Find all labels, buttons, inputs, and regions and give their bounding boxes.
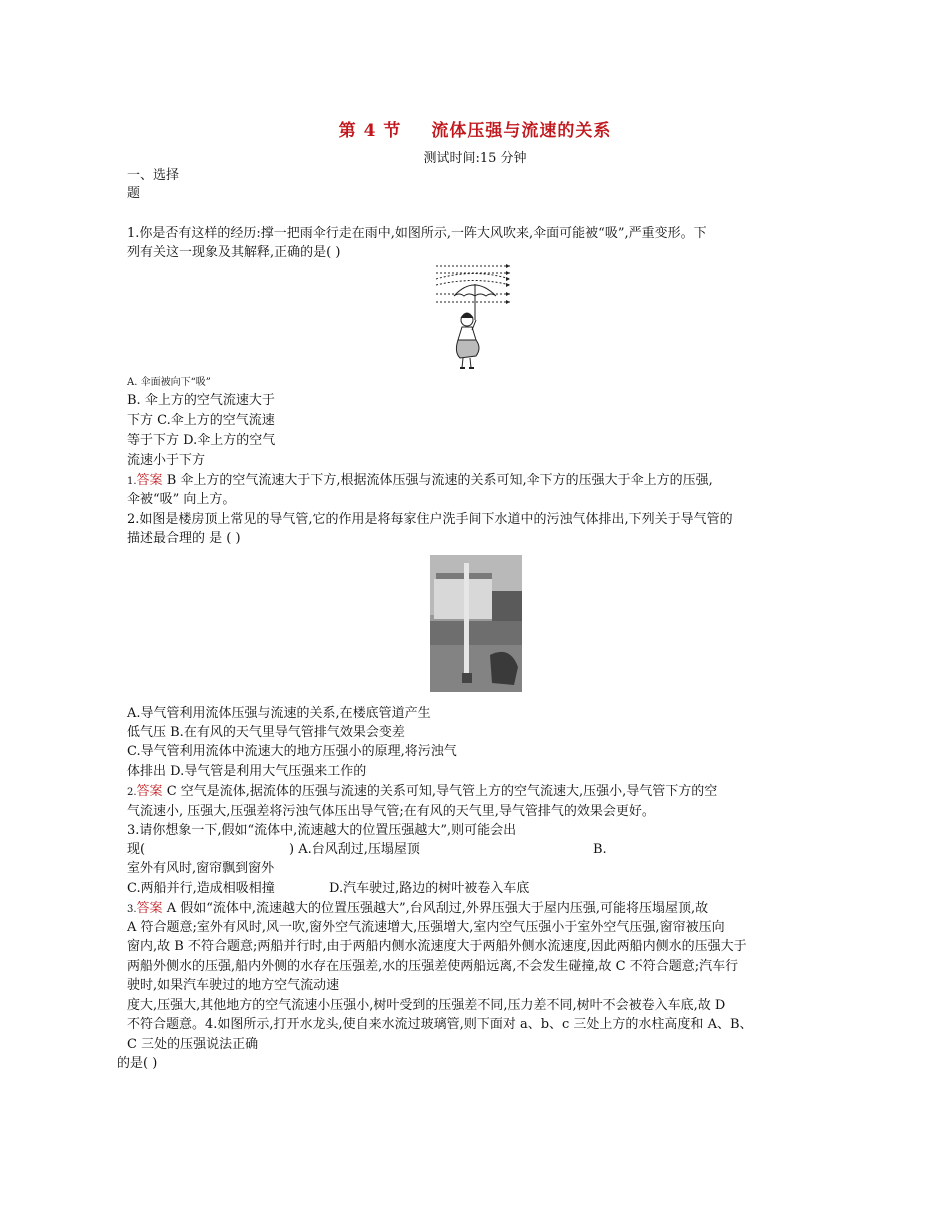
q2-option-line: 低气压 B.在有风的天气里导气管排气效果会变差 (127, 725, 405, 740)
test-time: 测试时间:15 分钟 (423, 151, 527, 166)
q1-stem-line: 列有关这一现象及其解释,正确的是( ) (127, 245, 341, 260)
q4-stem-line: 的是( ) (117, 1056, 158, 1071)
q1-option-line: 下方 C.伞上方的空气流速 (127, 413, 275, 428)
q3-answer-line: 窗内,故 B 不符合题意;两船并行时,由于两船内侧水流速度大于两船外侧水流速度,因此两船内侧水的压强大于 (127, 939, 747, 954)
q3-stem-line: 3.请你想象一下,假如“流体中,流速越大的位置压强越大”,则可能会出 (127, 823, 517, 838)
q3-option-b-text: 室外有风时,窗帘飘到窗外 (127, 861, 275, 876)
q2-option-line: A.导气管利用流体压强与流速的关系,在楼底管道产生 (127, 706, 431, 721)
answer-tag: 答案 (136, 473, 163, 488)
q1-option-a: A. 伞面被向下“吸” (127, 377, 211, 388)
q3-answer-line: A 符合题意;室外有风时,风一吹,窗外空气流速增大,压强增大,室内空气压强小于室外空气压强,窗帘被压向 (127, 920, 725, 935)
section-number: 第 4 节 (338, 121, 402, 141)
q2-stem-line: 描述最合理的 是 ( ) (127, 531, 241, 546)
q3-answer: 3.答案 A 假如“流体中,流速越大的位置压强越大”,台风刮过,外界压强大于屋内压强,可能将压塌屋顶,故 (127, 901, 709, 916)
q4-stem-line: 4.如图所示,打开水龙头,使自来水流过玻璃管,则下面对 a、b、c 三处上方的水柱高度和 A、B、 (205, 1017, 753, 1032)
q3-option-c: C.两船并行,造成相吸相撞 (127, 881, 275, 896)
section-title: 流体压强与流速的关系 (431, 121, 612, 141)
umbrella-figure (434, 260, 514, 372)
q3-answer-line: 驶时,如果汽车驶过的地方空气流动速 (127, 978, 340, 993)
q1-option-b: B. 伞上方的空气流速大于 (127, 393, 275, 408)
q1-option-line: 流速小于下方 (127, 453, 206, 468)
answer-tag: 答案 (136, 901, 163, 916)
q3-option-a: ) A.台风刮过,压塌屋顶 (289, 842, 420, 857)
q3-answer-end: 不符合题意。4.如图所示,打开水龙头,使自来水流过玻璃管,则下面对 a、b、c 三处上方的水柱高度和 A、B、 (127, 1017, 753, 1032)
page-title (0, 116, 950, 141)
q2-answer: 2.答案 C 空气是流体,据流体的压强与流速的关系可知,导气管上方的空气流速大,压强小,导气管下方的空 (127, 784, 718, 799)
q3-option-b: B. (593, 842, 607, 857)
q3-option-d: D.汽车驶过,路边的树叶被卷入车底 (329, 881, 530, 896)
q2-option-line: C.导气管利用流体中流速大的地方压强小的原理,将污浊气 (127, 744, 457, 759)
answer-tag: 答案 (136, 784, 163, 799)
part-label: 一、选择 (127, 168, 180, 183)
q4-stem-line: C 三处的压强说法正确 (127, 1037, 259, 1052)
q3-answer-line: 两船外侧水的压强,船内外侧的水存在压强差,水的压强差使两船远离,不会发生碰撞,故 C 不符合题意;汽车行 (127, 959, 739, 974)
vent-pipe-photo (430, 555, 522, 692)
q2-option-line: 体排出 D.导气管是利用大气压强来工作的 (127, 764, 367, 779)
q2-stem-line: 2.如图是楼房顶上常见的导气管,它的作用是将每家住户洗手间下水道中的污浊气体排出,下列关于导气管的 (127, 512, 733, 527)
part-label-cont: 题 (127, 186, 141, 201)
q2-answer-line: 气流速小, 压强大,压强差将污浊气体压出导气管;在有风的天气里,导气管排气的效果会更好。 (127, 804, 655, 819)
q1-stem-line: 1.你是否有这样的经历:撑一把雨伞行走在雨中,如图所示,一阵大风吹来,伞面可能被“吸”,严重变形。下 (127, 226, 707, 241)
q1-answer: 1.答案 B 伞上方的空气流速大于下方,根据流体压强与流速的关系可知,伞下方的压强大于伞上方的压强, (127, 473, 713, 488)
q1-answer-line: 伞被“吸” 向上方。 (127, 492, 236, 507)
q3-answer-line: 度大,压强大,其他地方的空气流速小压强小,树叶受到的压强差不同,压力差不同,树叶不会被卷入车底,故 D (127, 998, 726, 1013)
q1-option-line: 等于下方 D.伞上方的空气 (127, 433, 276, 448)
q3-stem-line: 现( (127, 842, 146, 857)
